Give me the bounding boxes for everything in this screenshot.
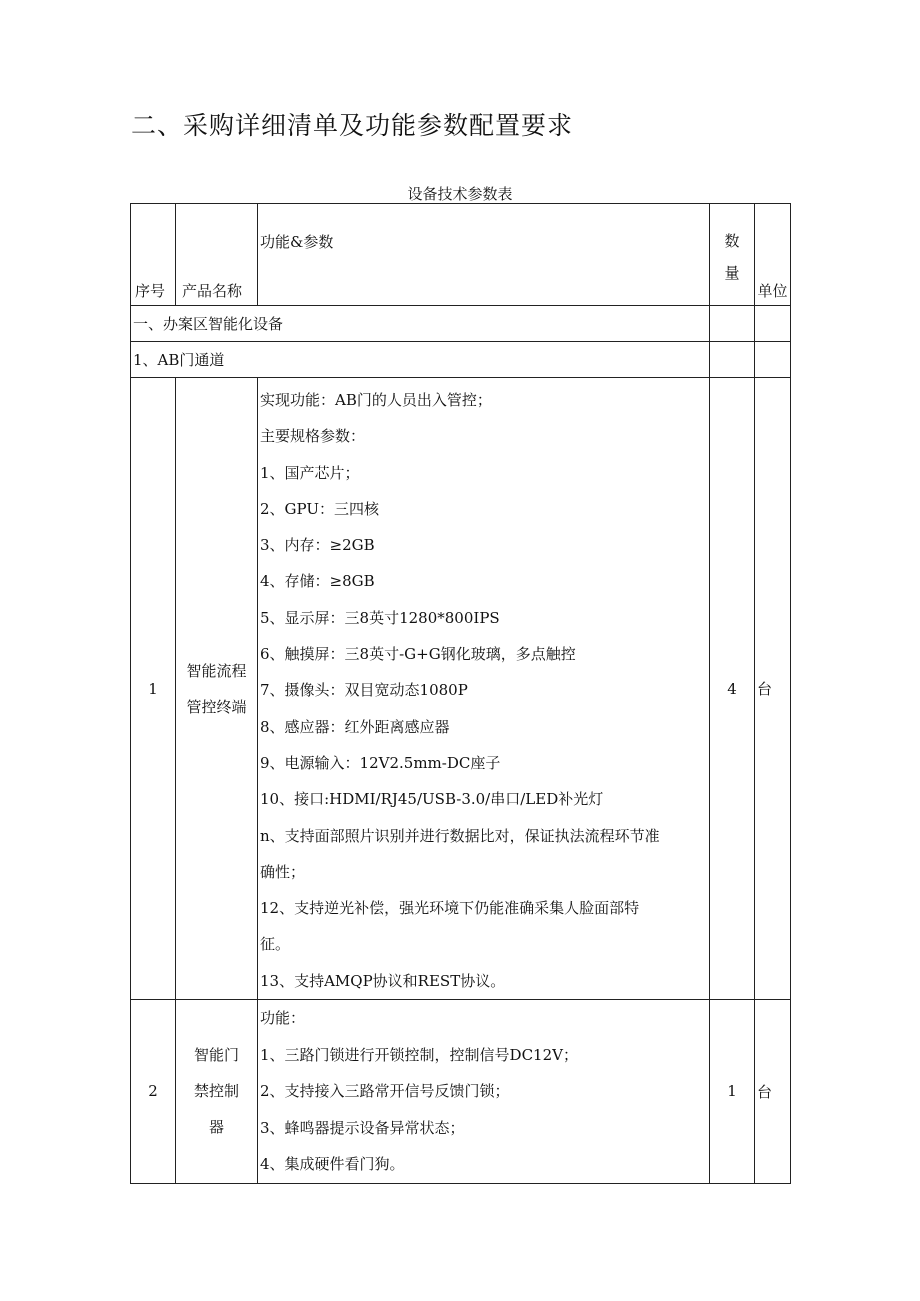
item-name-line: 管控终端: [186, 697, 247, 716]
function-line: 实现功能：AB门的人员出入管控；: [260, 391, 492, 409]
table-row: [131, 378, 791, 1000]
item-name-line: 智能门: [193, 1046, 239, 1065]
function-line: 8、感应器：红外距离感应器: [260, 717, 450, 736]
item-name: [176, 1000, 258, 1184]
header-quantity: [710, 204, 755, 306]
section-title: 二、采购详细清单及功能参数配置要求: [131, 111, 574, 140]
function-line: 10、接口:HDMI/RJ45/USB-3.0/串口/LED补光灯: [260, 790, 604, 809]
category-sub-unit-cell: [755, 342, 791, 378]
function-line: n、支持面部照片识别并进行数据比对，保证执法流程环节准: [260, 826, 660, 845]
item-unit: 台: [755, 1000, 791, 1184]
header-seq: 序号: [131, 204, 176, 306]
item-function-list: [258, 378, 709, 999]
function-line: 征。: [260, 935, 291, 954]
function-line: 功能：: [260, 1009, 306, 1028]
function-line: 2、GPU：三四核: [260, 499, 379, 518]
function-line: 12、支持逆光补偿，强光环境下仍能准确采集人脸面部特: [260, 899, 640, 918]
item-function-list: [258, 1000, 709, 1183]
function-line: 3、内存：≥2GB: [260, 536, 375, 555]
function-line: 4、集成硬件看门狗。: [260, 1155, 405, 1174]
function-line: 6、触摸屏：三8英寸-G+G钢化玻璃，多点触控: [260, 645, 576, 664]
category-main-unit-cell: [755, 306, 791, 342]
item-quantity: 4: [710, 378, 755, 1000]
function-line: 确性；: [260, 862, 306, 881]
function-line: 4、存储：≥8GB: [260, 572, 375, 591]
item-seq: 1: [131, 378, 176, 1000]
item-seq: 2: [131, 1000, 176, 1184]
category-sub-qty-cell: [710, 342, 755, 378]
table-row: [131, 1000, 791, 1184]
table-header-row: [131, 204, 791, 306]
item-name-line: 智能流程: [186, 661, 247, 680]
category-row-main: [131, 306, 791, 342]
header-quantity-line2: 量: [724, 263, 740, 282]
category-main-qty-cell: [710, 306, 755, 342]
function-line: 7、摄像头：双目宽动态1080P: [260, 681, 468, 700]
header-quantity-line1: 数: [724, 231, 740, 250]
item-name-line: 禁控制: [193, 1082, 239, 1101]
category-row-sub: [131, 342, 791, 378]
category-main-label: 一、办案区智能化设备: [131, 306, 710, 342]
table-caption: 设备技术参数表: [407, 185, 513, 203]
header-product-name: 产品名称: [176, 204, 258, 306]
header-function-params: 功能&参数: [258, 204, 710, 306]
function-line: 5、显示屏：三8英寸1280*800IPS: [260, 608, 500, 627]
equipment-spec-table: [130, 203, 791, 1184]
category-sub-label: 1、AB门通道: [131, 342, 710, 378]
item-quantity: 1: [710, 1000, 755, 1184]
function-line: 2、支持接入三路常开信号反馈门锁；: [260, 1082, 510, 1101]
function-line: 13、支持AMQP协议和REST协议。: [260, 971, 506, 990]
item-unit: 台: [755, 378, 791, 1000]
item-name-line: 器: [208, 1118, 224, 1137]
item-name: [176, 378, 258, 1000]
item-function-cell: [258, 378, 710, 1000]
function-line: 3、蜂鸣器提示设备异常状态；: [260, 1118, 465, 1137]
function-line: 1、国产芯片；: [260, 463, 360, 482]
item-function-cell: [258, 1000, 710, 1184]
function-line: 1、三路门锁进行开锁控制，控制信号DC12V；: [260, 1045, 578, 1064]
function-line: 主要规格参数：: [260, 427, 366, 446]
header-unit: 单位: [755, 204, 791, 306]
function-line: 9、电源输入：12V2.5mm-DC座子: [260, 753, 501, 772]
